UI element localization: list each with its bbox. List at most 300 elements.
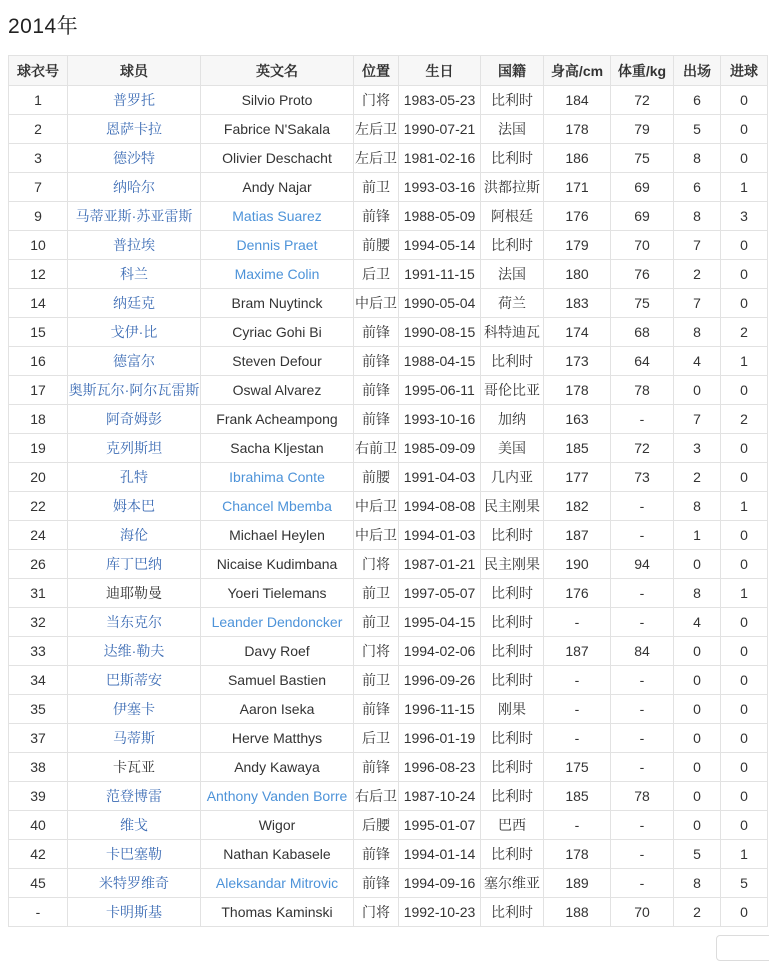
player-name-cell (68, 753, 201, 782)
goals-cell: 3 (721, 202, 768, 231)
goals-cell: 0 (721, 666, 768, 695)
table-row (9, 898, 768, 927)
position-cell: 前卫 (354, 173, 399, 202)
english-name-cell (201, 579, 354, 608)
partial-bottom-widget[interactable] (716, 935, 769, 961)
birthday-cell: 1988-05-09 (399, 202, 481, 231)
english-name-text: Cyriac Gohi Bi (232, 324, 322, 340)
nationality-cell: 刚果 (481, 695, 544, 724)
english-name-link[interactable]: Chancel Mbemba (222, 498, 332, 514)
english-name-cell (201, 724, 354, 753)
table-row (9, 492, 768, 521)
height-cell: 180 (544, 260, 611, 289)
player-name-cell (68, 782, 201, 811)
english-name-cell (201, 521, 354, 550)
weight-cell: 78 (611, 782, 674, 811)
birthday-cell: 1988-04-15 (399, 347, 481, 376)
position-cell: 中后卫 (354, 289, 399, 318)
table-row (9, 811, 768, 840)
english-name-text: Aaron Iseka (239, 701, 315, 717)
jersey-number-cell: 33 (9, 637, 68, 666)
height-cell: - (544, 724, 611, 753)
player-name-cell (68, 811, 201, 840)
player-name-link[interactable]: 纳哈尔 (113, 179, 155, 195)
english-name-text: Andy Kawaya (234, 759, 320, 775)
height-cell: 190 (544, 550, 611, 579)
height-cell: - (544, 608, 611, 637)
appearances-cell: 0 (674, 637, 721, 666)
birthday-cell: 1996-11-15 (399, 695, 481, 724)
birthday-cell: 1981-02-16 (399, 144, 481, 173)
appearances-cell: 8 (674, 318, 721, 347)
player-name-cell (68, 318, 201, 347)
weight-cell: 76 (611, 260, 674, 289)
weight-cell: - (611, 869, 674, 898)
player-name-link[interactable]: 达维·勒夫 (103, 643, 165, 659)
nationality-cell: 加纳 (481, 405, 544, 434)
jersey-number-cell: 35 (9, 695, 68, 724)
height-cell: 177 (544, 463, 611, 492)
english-name-cell (201, 86, 354, 115)
weight-cell: 72 (611, 86, 674, 115)
player-name-cell (68, 724, 201, 753)
birthday-cell: 1995-06-11 (399, 376, 481, 405)
nationality-cell: 比利时 (481, 782, 544, 811)
english-name-cell (201, 463, 354, 492)
player-name-link[interactable]: 克列斯坦 (106, 440, 162, 456)
jersey-number-cell: - (9, 898, 68, 927)
weight-cell: - (611, 695, 674, 724)
position-cell: 左后卫 (354, 144, 399, 173)
appearances-cell: 7 (674, 405, 721, 434)
nationality-cell: 法国 (481, 115, 544, 144)
player-name-link[interactable]: 马蒂斯 (113, 730, 155, 746)
player-name-cell (68, 695, 201, 724)
player-name-link[interactable]: 德沙特 (113, 150, 155, 166)
column-header: 生日 (399, 56, 481, 86)
player-name-link[interactable]: 卡巴塞勒 (106, 846, 162, 862)
jersey-number-cell: 24 (9, 521, 68, 550)
appearances-cell: 5 (674, 115, 721, 144)
table-row (9, 405, 768, 434)
table-row (9, 318, 768, 347)
height-cell: 189 (544, 869, 611, 898)
goals-cell: 1 (721, 579, 768, 608)
appearances-cell: 0 (674, 753, 721, 782)
english-name-text: Thomas Kaminski (221, 904, 333, 920)
weight-cell: 70 (611, 898, 674, 927)
nationality-cell: 比利时 (481, 608, 544, 637)
player-name-link[interactable]: 阿奇姆彭 (106, 411, 162, 427)
goals-cell: 0 (721, 86, 768, 115)
position-cell: 前锋 (354, 318, 399, 347)
birthday-cell: 1994-02-06 (399, 637, 481, 666)
height-cell: 175 (544, 753, 611, 782)
height-cell: 178 (544, 840, 611, 869)
weight-cell: 75 (611, 144, 674, 173)
nationality-cell: 塞尔维亚 (481, 869, 544, 898)
table-row (9, 289, 768, 318)
player-name-link[interactable]: 卡明斯基 (106, 904, 162, 920)
column-header: 位置 (354, 56, 399, 86)
jersey-number-cell: 38 (9, 753, 68, 782)
position-cell: 前锋 (354, 405, 399, 434)
height-cell: 176 (544, 202, 611, 231)
player-name-link[interactable]: 米特罗维奇 (99, 875, 169, 891)
player-name-link[interactable]: 恩萨卡拉 (106, 121, 162, 137)
weight-cell: 94 (611, 550, 674, 579)
table-row (9, 231, 768, 260)
english-name-text: Olivier Deschacht (222, 150, 332, 166)
goals-cell: 2 (721, 318, 768, 347)
nationality-cell: 比利时 (481, 840, 544, 869)
goals-cell: 0 (721, 434, 768, 463)
weight-cell: 84 (611, 637, 674, 666)
player-name-link[interactable]: 海伦 (120, 527, 148, 543)
table-row (9, 724, 768, 753)
birthday-cell: 1995-01-07 (399, 811, 481, 840)
english-name-cell (201, 550, 354, 579)
english-name-text: Samuel Bastien (227, 672, 327, 688)
position-cell: 前腰 (354, 231, 399, 260)
height-cell: 163 (544, 405, 611, 434)
appearances-cell: 5 (674, 840, 721, 869)
table-row (9, 666, 768, 695)
goals-cell: 0 (721, 115, 768, 144)
player-name-link[interactable]: 维戈 (120, 817, 148, 833)
birthday-cell: 1985-09-09 (399, 434, 481, 463)
player-name-text: 迪耶勒曼 (106, 585, 162, 601)
goals-cell: 0 (721, 898, 768, 927)
nationality-cell: 民主刚果 (481, 550, 544, 579)
birthday-cell: 1993-03-16 (399, 173, 481, 202)
birthday-cell: 1994-01-14 (399, 840, 481, 869)
position-cell: 后腰 (354, 811, 399, 840)
jersey-number-cell: 40 (9, 811, 68, 840)
player-name-link[interactable]: 库丁巴纳 (106, 556, 162, 572)
nationality-cell: 比利时 (481, 521, 544, 550)
height-cell: 188 (544, 898, 611, 927)
birthday-cell: 1996-01-19 (399, 724, 481, 753)
weight-cell: 78 (611, 376, 674, 405)
height-cell: 176 (544, 579, 611, 608)
birthday-cell: 1990-05-04 (399, 289, 481, 318)
table-row (9, 376, 768, 405)
english-name-link[interactable]: Anthony Vanden Borre (206, 788, 348, 804)
nationality-cell: 洪都拉斯 (481, 173, 544, 202)
goals-cell: 0 (721, 695, 768, 724)
position-cell: 前腰 (354, 463, 399, 492)
column-header: 进球 (721, 56, 768, 86)
nationality-cell: 几内亚 (481, 463, 544, 492)
goals-cell: 0 (721, 753, 768, 782)
english-name-text: Silvio Proto (241, 92, 313, 108)
column-header: 身高/cm (544, 56, 611, 86)
position-cell: 左后卫 (354, 115, 399, 144)
column-header: 球衣号 (9, 56, 68, 86)
player-name-cell (68, 463, 201, 492)
english-name-cell (201, 173, 354, 202)
birthday-cell: 1991-04-03 (399, 463, 481, 492)
player-name-text: 卡瓦亚 (113, 759, 155, 775)
english-name-link[interactable]: Matias Suarez (232, 208, 322, 224)
jersey-number-cell: 1 (9, 86, 68, 115)
player-name-link[interactable]: 戈伊·比 (110, 324, 158, 340)
position-cell: 门将 (354, 550, 399, 579)
english-name-cell (201, 231, 354, 260)
goals-cell: 0 (721, 724, 768, 753)
appearances-cell: 8 (674, 144, 721, 173)
player-name-link[interactable]: 巴斯蒂安 (106, 672, 162, 688)
position-cell: 门将 (354, 86, 399, 115)
player-name-link[interactable]: 当东克尔 (106, 614, 162, 630)
player-name-link[interactable]: 范登博雷 (106, 788, 162, 804)
jersey-number-cell: 12 (9, 260, 68, 289)
english-name-link[interactable]: Leander Dendoncker (211, 614, 343, 630)
player-name-cell (68, 86, 201, 115)
position-cell: 后卫 (354, 724, 399, 753)
appearances-cell: 2 (674, 898, 721, 927)
player-name-link[interactable]: 普罗托 (113, 92, 155, 108)
nationality-cell: 比利时 (481, 579, 544, 608)
player-name-cell (68, 260, 201, 289)
english-name-cell (201, 144, 354, 173)
jersey-number-cell: 15 (9, 318, 68, 347)
player-name-link[interactable]: 普拉埃 (113, 237, 155, 253)
english-name-link[interactable]: Aleksandar Mitrovic (215, 875, 339, 891)
birthday-cell: 1983-05-23 (399, 86, 481, 115)
english-name-cell (201, 811, 354, 840)
player-name-cell (68, 173, 201, 202)
player-name-link[interactable]: 孔特 (120, 469, 148, 485)
column-header: 球员 (68, 56, 201, 86)
english-name-link[interactable]: Ibrahima Conte (229, 469, 325, 485)
goals-cell: 0 (721, 811, 768, 840)
table-row (9, 550, 768, 579)
weight-cell: - (611, 811, 674, 840)
table-row (9, 521, 768, 550)
english-name-cell (201, 898, 354, 927)
position-cell: 中后卫 (354, 492, 399, 521)
column-header: 国籍 (481, 56, 544, 86)
weight-cell: - (611, 753, 674, 782)
table-row (9, 579, 768, 608)
height-cell: 187 (544, 637, 611, 666)
position-cell: 后卫 (354, 260, 399, 289)
english-name-text: Oswal Alvarez (232, 382, 322, 398)
appearances-cell: 6 (674, 173, 721, 202)
english-name-text: Andy Najar (242, 179, 312, 195)
appearances-cell: 1 (674, 521, 721, 550)
english-name-text: Frank Acheampong (216, 411, 338, 427)
player-name-link[interactable]: 德富尔 (113, 353, 155, 369)
table-row (9, 840, 768, 869)
table-row (9, 608, 768, 637)
jersey-number-cell: 2 (9, 115, 68, 144)
goals-cell: 0 (721, 637, 768, 666)
height-cell: 187 (544, 521, 611, 550)
height-cell: 174 (544, 318, 611, 347)
nationality-cell: 比利时 (481, 86, 544, 115)
english-name-cell (201, 782, 354, 811)
player-name-link[interactable]: 马蒂亚斯·苏亚雷斯 (75, 208, 193, 224)
player-name-cell (68, 202, 201, 231)
appearances-cell: 2 (674, 260, 721, 289)
appearances-cell: 8 (674, 492, 721, 521)
player-name-cell (68, 840, 201, 869)
birthday-cell: 1990-07-21 (399, 115, 481, 144)
player-name-link[interactable]: 姆本巴 (113, 498, 155, 514)
appearances-cell: 7 (674, 289, 721, 318)
appearances-cell: 0 (674, 724, 721, 753)
appearances-cell: 7 (674, 231, 721, 260)
column-header: 英文名 (201, 56, 354, 86)
weight-cell: - (611, 405, 674, 434)
table-row (9, 782, 768, 811)
jersey-number-cell: 45 (9, 869, 68, 898)
height-cell: - (544, 811, 611, 840)
weight-cell: - (611, 579, 674, 608)
appearances-cell: 8 (674, 202, 721, 231)
nationality-cell: 美国 (481, 434, 544, 463)
nationality-cell: 比利时 (481, 637, 544, 666)
english-name-text: Michael Heylen (229, 527, 325, 543)
weight-cell: 79 (611, 115, 674, 144)
goals-cell: 0 (721, 231, 768, 260)
position-cell: 前锋 (354, 695, 399, 724)
table-row (9, 173, 768, 202)
english-name-text: Yoeri Tielemans (227, 585, 327, 601)
goals-cell: 0 (721, 463, 768, 492)
english-name-cell (201, 376, 354, 405)
birthday-cell: 1993-10-16 (399, 405, 481, 434)
english-name-cell (201, 492, 354, 521)
english-name-cell (201, 289, 354, 318)
birthday-cell: 1994-08-08 (399, 492, 481, 521)
height-cell: 183 (544, 289, 611, 318)
birthday-cell: 1990-08-15 (399, 318, 481, 347)
nationality-cell: 阿根廷 (481, 202, 544, 231)
header-row (9, 56, 768, 86)
english-name-link[interactable]: Maxime Colin (234, 266, 320, 282)
english-name-text: Wigor (258, 817, 296, 833)
nationality-cell: 比利时 (481, 666, 544, 695)
position-cell: 前卫 (354, 579, 399, 608)
table-row (9, 753, 768, 782)
nationality-cell: 荷兰 (481, 289, 544, 318)
jersey-number-cell: 42 (9, 840, 68, 869)
position-cell: 前卫 (354, 608, 399, 637)
weight-cell: 69 (611, 173, 674, 202)
english-name-text: Steven Defour (232, 353, 322, 369)
jersey-number-cell: 26 (9, 550, 68, 579)
position-cell: 前卫 (354, 666, 399, 695)
player-name-link[interactable]: 奥斯瓦尔·阿尔瓦雷斯 (68, 382, 200, 398)
player-name-link[interactable]: 伊塞卡 (113, 701, 155, 717)
player-name-cell (68, 521, 201, 550)
height-cell: 186 (544, 144, 611, 173)
weight-cell: - (611, 840, 674, 869)
player-name-cell (68, 347, 201, 376)
nationality-cell: 比利时 (481, 347, 544, 376)
nationality-cell: 哥伦比亚 (481, 376, 544, 405)
appearances-cell: 0 (674, 811, 721, 840)
goals-cell: 0 (721, 521, 768, 550)
nationality-cell: 比利时 (481, 724, 544, 753)
english-name-cell (201, 840, 354, 869)
birthday-cell: 1987-01-21 (399, 550, 481, 579)
table-row (9, 86, 768, 115)
goals-cell: 1 (721, 492, 768, 521)
goals-cell: 2 (721, 405, 768, 434)
height-cell: - (544, 695, 611, 724)
player-name-cell (68, 492, 201, 521)
appearances-cell: 8 (674, 579, 721, 608)
appearances-cell: 4 (674, 608, 721, 637)
table-row (9, 260, 768, 289)
english-name-cell (201, 318, 354, 347)
birthday-cell: 1991-11-15 (399, 260, 481, 289)
english-name-text: Nicaise Kudimbana (216, 556, 338, 572)
goals-cell: 0 (721, 550, 768, 579)
position-cell: 前锋 (354, 347, 399, 376)
nationality-cell: 巴西 (481, 811, 544, 840)
player-name-cell (68, 608, 201, 637)
english-name-cell (201, 869, 354, 898)
weight-cell: 72 (611, 434, 674, 463)
jersey-number-cell: 32 (9, 608, 68, 637)
appearances-cell: 6 (674, 86, 721, 115)
table-row (9, 695, 768, 724)
position-cell: 中后卫 (354, 521, 399, 550)
birthday-cell: 1994-01-03 (399, 521, 481, 550)
jersey-number-cell: 22 (9, 492, 68, 521)
height-cell: 171 (544, 173, 611, 202)
player-name-cell (68, 144, 201, 173)
jersey-number-cell: 39 (9, 782, 68, 811)
english-name-link[interactable]: Dennis Praet (236, 237, 318, 253)
player-name-cell (68, 376, 201, 405)
position-cell: 前锋 (354, 869, 399, 898)
jersey-number-cell: 18 (9, 405, 68, 434)
english-name-cell (201, 695, 354, 724)
position-cell: 门将 (354, 637, 399, 666)
player-name-link[interactable]: 科兰 (120, 266, 148, 282)
appearances-cell: 0 (674, 550, 721, 579)
player-name-cell (68, 550, 201, 579)
appearances-cell: 4 (674, 347, 721, 376)
english-name-text: Fabrice N'Sakala (223, 121, 331, 137)
height-cell: 182 (544, 492, 611, 521)
jersey-number-cell: 7 (9, 173, 68, 202)
english-name-cell (201, 753, 354, 782)
player-name-link[interactable]: 纳廷克 (113, 295, 155, 311)
player-name-cell (68, 405, 201, 434)
weight-cell: 69 (611, 202, 674, 231)
english-name-cell (201, 608, 354, 637)
jersey-number-cell: 3 (9, 144, 68, 173)
nationality-cell: 比利时 (481, 231, 544, 260)
birthday-cell: 1997-05-07 (399, 579, 481, 608)
birthday-cell: 1996-08-23 (399, 753, 481, 782)
height-cell: 185 (544, 782, 611, 811)
player-name-cell (68, 666, 201, 695)
height-cell: 179 (544, 231, 611, 260)
table-body (9, 86, 768, 927)
position-cell: 前锋 (354, 376, 399, 405)
english-name-cell (201, 347, 354, 376)
jersey-number-cell: 9 (9, 202, 68, 231)
